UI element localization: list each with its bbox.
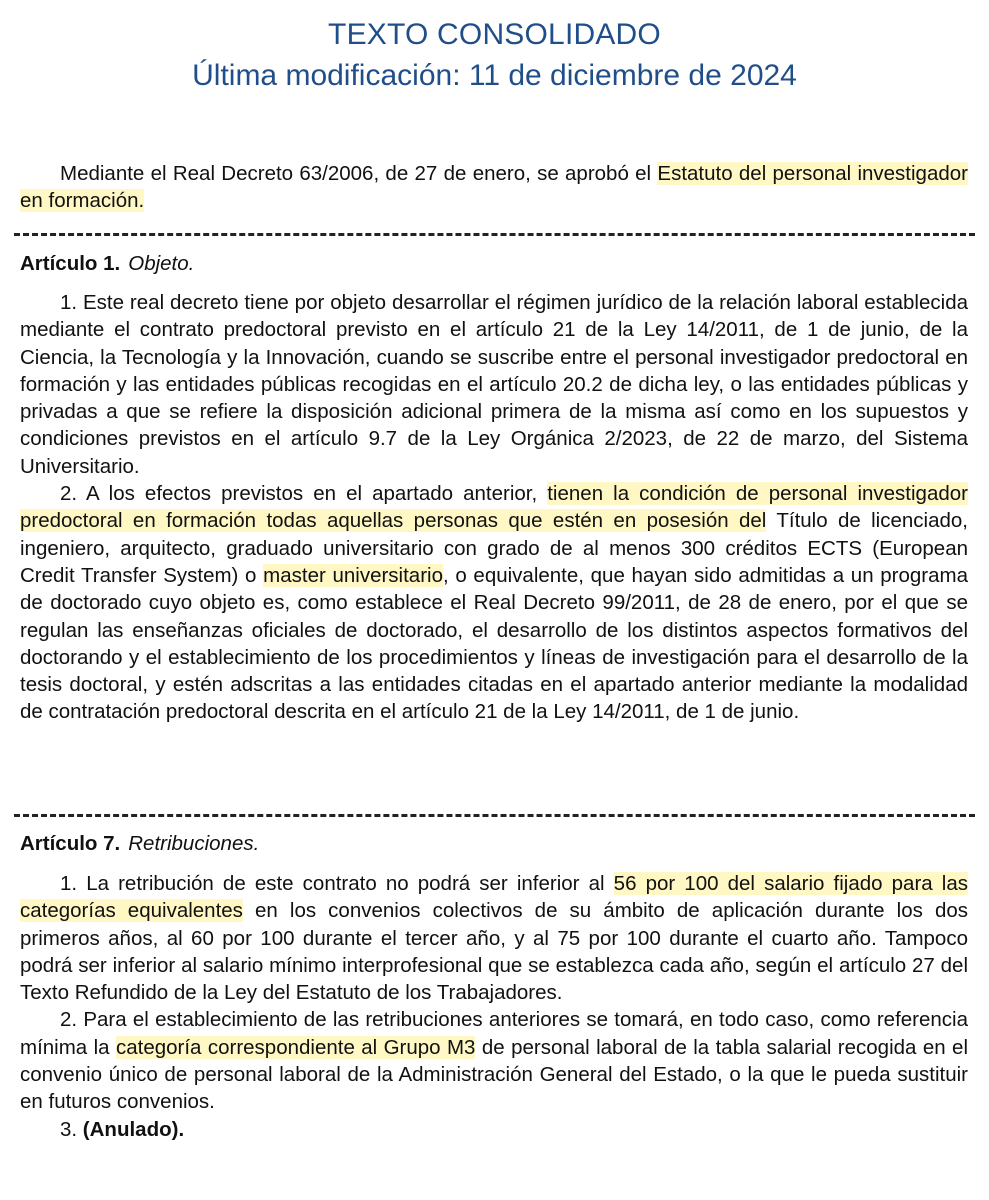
article-7-body [20,870,968,1143]
article-7-p2-highlight: categoría correspondiente al Grupo M3 [115,1035,476,1059]
article-7-p1-text-a: 1. La retribución de este contrato no podrá ser inferior al [60,872,614,895]
article-7-p2-text-a: 2. Para el establecimiento de las retribuciones anteriores se tomará, en todo caso, como referencia mínima la [20,1008,968,1059]
intro-highlight: Estatuto del personal investigador en formación. [20,162,968,213]
article-7-title: Retribuciones. [128,832,260,855]
article-7-p3-annulled: (Anulado). [82,1117,185,1141]
last-modified-date: Última modificación: 11 de diciembre de 2024 [192,59,797,92]
article-1-p2-text-a: 2. A los efectos previstos en el apartado anterior, [60,482,548,506]
article-7-p3-number: 3. [60,1117,83,1141]
article-1-body [20,289,968,726]
article-1-p2-highlight-1: tienen la condición de personal investigador predoctoral en formación todas aquellas personas que estén en posesión del [20,482,968,533]
article-7-p1-text-b: en los convenios colectivos de su ámbito de aplicación durante los dos primeros años, al 60 por 100 durante el tercer año, y al 75 por 100 durante el cuarto año. Tampoco podrá ser inferior al salario mínimo interprofesional que se establezca cada año, según el artículo 27 del Texto Refundido de la Ley del Estatuto de los Trabajadores. [20,899,968,1005]
article-1-paragraph-2 [20,480,968,726]
intro-text: Mediante el Real Decreto 63/2006, de 27 de enero, se aprobó el [60,162,658,185]
article-1-paragraph-1: 1. Este real decreto tiene por objeto desarrollar el régimen jurídico de la relación laboral establecida mediante el contrato predoctoral previsto en el artículo 21 de la Ley 14/2011, de 1 de junio, de la Ciencia, la Tecnología y la Innovación, cuando se suscribe entre el personal investigador predoctoral en formación y las entidades públicas recogidas en el artículo 20.2 de dicha ley, o las entidades públicas y privadas a que se refiere la disposición adicional primera de la misma así como en los supuestos y condiciones previstos en el artículo 9.7 de la Ley Orgánica 2/2023, de 22 de marzo, del Sistema Universitario. [20,291,968,478]
article-7-p1-highlight: 56 por 100 del salario fijado para las categorías equivalentes [20,872,968,923]
article-7-paragraph-2 [20,1006,968,1115]
article-7-heading [20,830,259,857]
document-title: TEXTO CONSOLIDADO [328,18,661,51]
document-header [0,0,989,96]
article-1-heading [20,250,194,277]
article-1-p2-text-b: Título de licenciado, ingeniero, arquitecto, graduado universitario con grado de al menos 300 créditos ECTS (European Credit Transfer System) o [20,509,968,587]
article-1-title: Objeto. [128,252,195,275]
section-divider [14,233,975,236]
intro-paragraph [20,160,968,215]
article-7-number: Artículo 7. [20,832,121,855]
article-1-p2-highlight-2: master universitario [263,563,443,587]
article-7-paragraph-1 [20,870,968,1006]
article-7-p2-text-b: de personal laboral de la tabla salarial recogida en el convenio único de personal laboral de la Administración General del Estado, o la que le pueda sustituir en futuros convenios. [20,1035,968,1114]
article-1-p2-text-c: , o equivalente, que hayan sido admitidas a un programa de doctorado cuyo objeto es, como establece el Real Decreto 99/2011, de 28 de enero, por el que se regulan las enseñanzas oficiales de doctorado, el desarrollo de los distintos aspectos formativos del doctorando y el establecimiento de los procedimientos y líneas de investigación para el desarrollo de la tesis doctoral, y estén adscritas a las entidades citadas en el apartado anterior mediante la modalidad de contratación predoctoral descrita en el artículo 21 de la Ley 14/2011, de 1 de junio. [20,563,968,724]
section-divider [14,814,975,817]
article-7-paragraph-3 [20,1116,968,1143]
article-1-number: Artículo 1. [20,252,121,275]
intro-section [20,160,968,215]
